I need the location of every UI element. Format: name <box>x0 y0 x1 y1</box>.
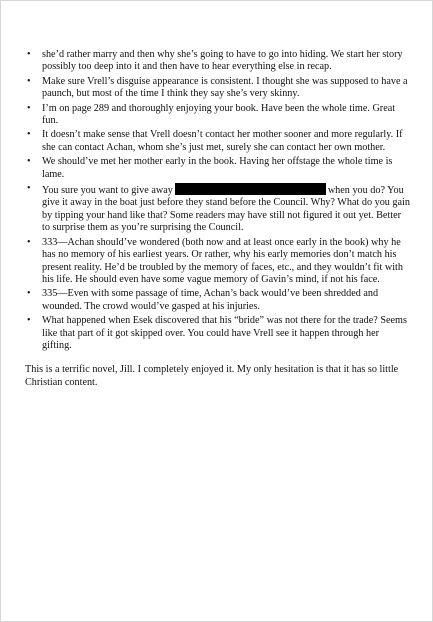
list-item-text-before: You sure you want to give away <box>42 185 173 197</box>
bullet-icon: • <box>27 75 31 87</box>
list-item <box>25 103 411 128</box>
list-item <box>25 129 411 154</box>
list-item <box>25 288 411 313</box>
list-item <box>25 49 411 74</box>
closing-paragraph: This is a terrific novel, Jill. I completely enjoyed it. My only hesitation is that it has so little Christian content. <box>25 364 399 388</box>
bullet-icon: • <box>27 236 31 248</box>
list-item <box>25 156 411 181</box>
bullet-icon: • <box>27 183 31 195</box>
bullet-icon: • <box>27 315 31 327</box>
bullet-icon: • <box>27 156 31 168</box>
list-item-text: Make sure Vrell’s disguise appearance is consistent. I thought she was supposed to have a paunch, but most of the time I think they say she’s very skinny. <box>42 75 408 100</box>
list-item-text: It doesn’t make sense that Vrell doesn’t contact her mother sooner and more regularly. If she can contact Achan, whom she’s just met, surely she can contact her own mother. <box>42 129 403 153</box>
list-item-text: 335—Even with some passage of time, Achan’s back would’ve been shredded and wounded. The crowd would’ve gasped at his injuries. <box>42 288 379 312</box>
list-item-text: What happened when Esek discovered that his “bride” was not there for the trade? Seems like that part of it got skipped over. You could have Vrell see it happen through her gifting. <box>42 315 407 351</box>
list-item <box>25 76 411 101</box>
list-item <box>25 315 411 352</box>
list-item-text: 333—Achan should’ve wondered (both now and at least once early in the book) why he has no memory of his earliest years. Or rather, why his early memories don’t match his present reality. He’d be troubled by the memory of faces, etc., and they wouldn’t fit with his life. He should even have some vague memory of Gavin’s mind, if not his face. <box>42 236 403 285</box>
list-item-text-after: when you do? You give it away in the boat just before they stand before the Council. Why? What do you gain by tipping your hand like that? Some readers may have still not figured it out yet. Better to surprise them as you’re surprising the Council. <box>42 185 410 234</box>
redaction-bar <box>175 183 326 195</box>
bullet-icon: • <box>27 129 31 141</box>
critique-list <box>25 49 411 352</box>
bullet-icon: • <box>27 288 31 300</box>
bullet-icon: • <box>27 49 31 60</box>
bullet-icon: • <box>27 102 31 114</box>
list-item <box>25 183 411 235</box>
list-item-text: We should’ve met her mother early in the book. Having her offstage the whole time is lame. <box>42 156 393 180</box>
document-body <box>25 49 411 399</box>
list-item-text: I’m on page 289 and thoroughly enjoying your book. Have been the whole time. Great fun. <box>42 102 396 127</box>
list-item <box>25 237 411 287</box>
list-item-text: she’d rather marry and then why she’s going to have to go into hiding. We start her story possibly too deep into it and then have to hear everything else in recap. <box>42 49 403 73</box>
